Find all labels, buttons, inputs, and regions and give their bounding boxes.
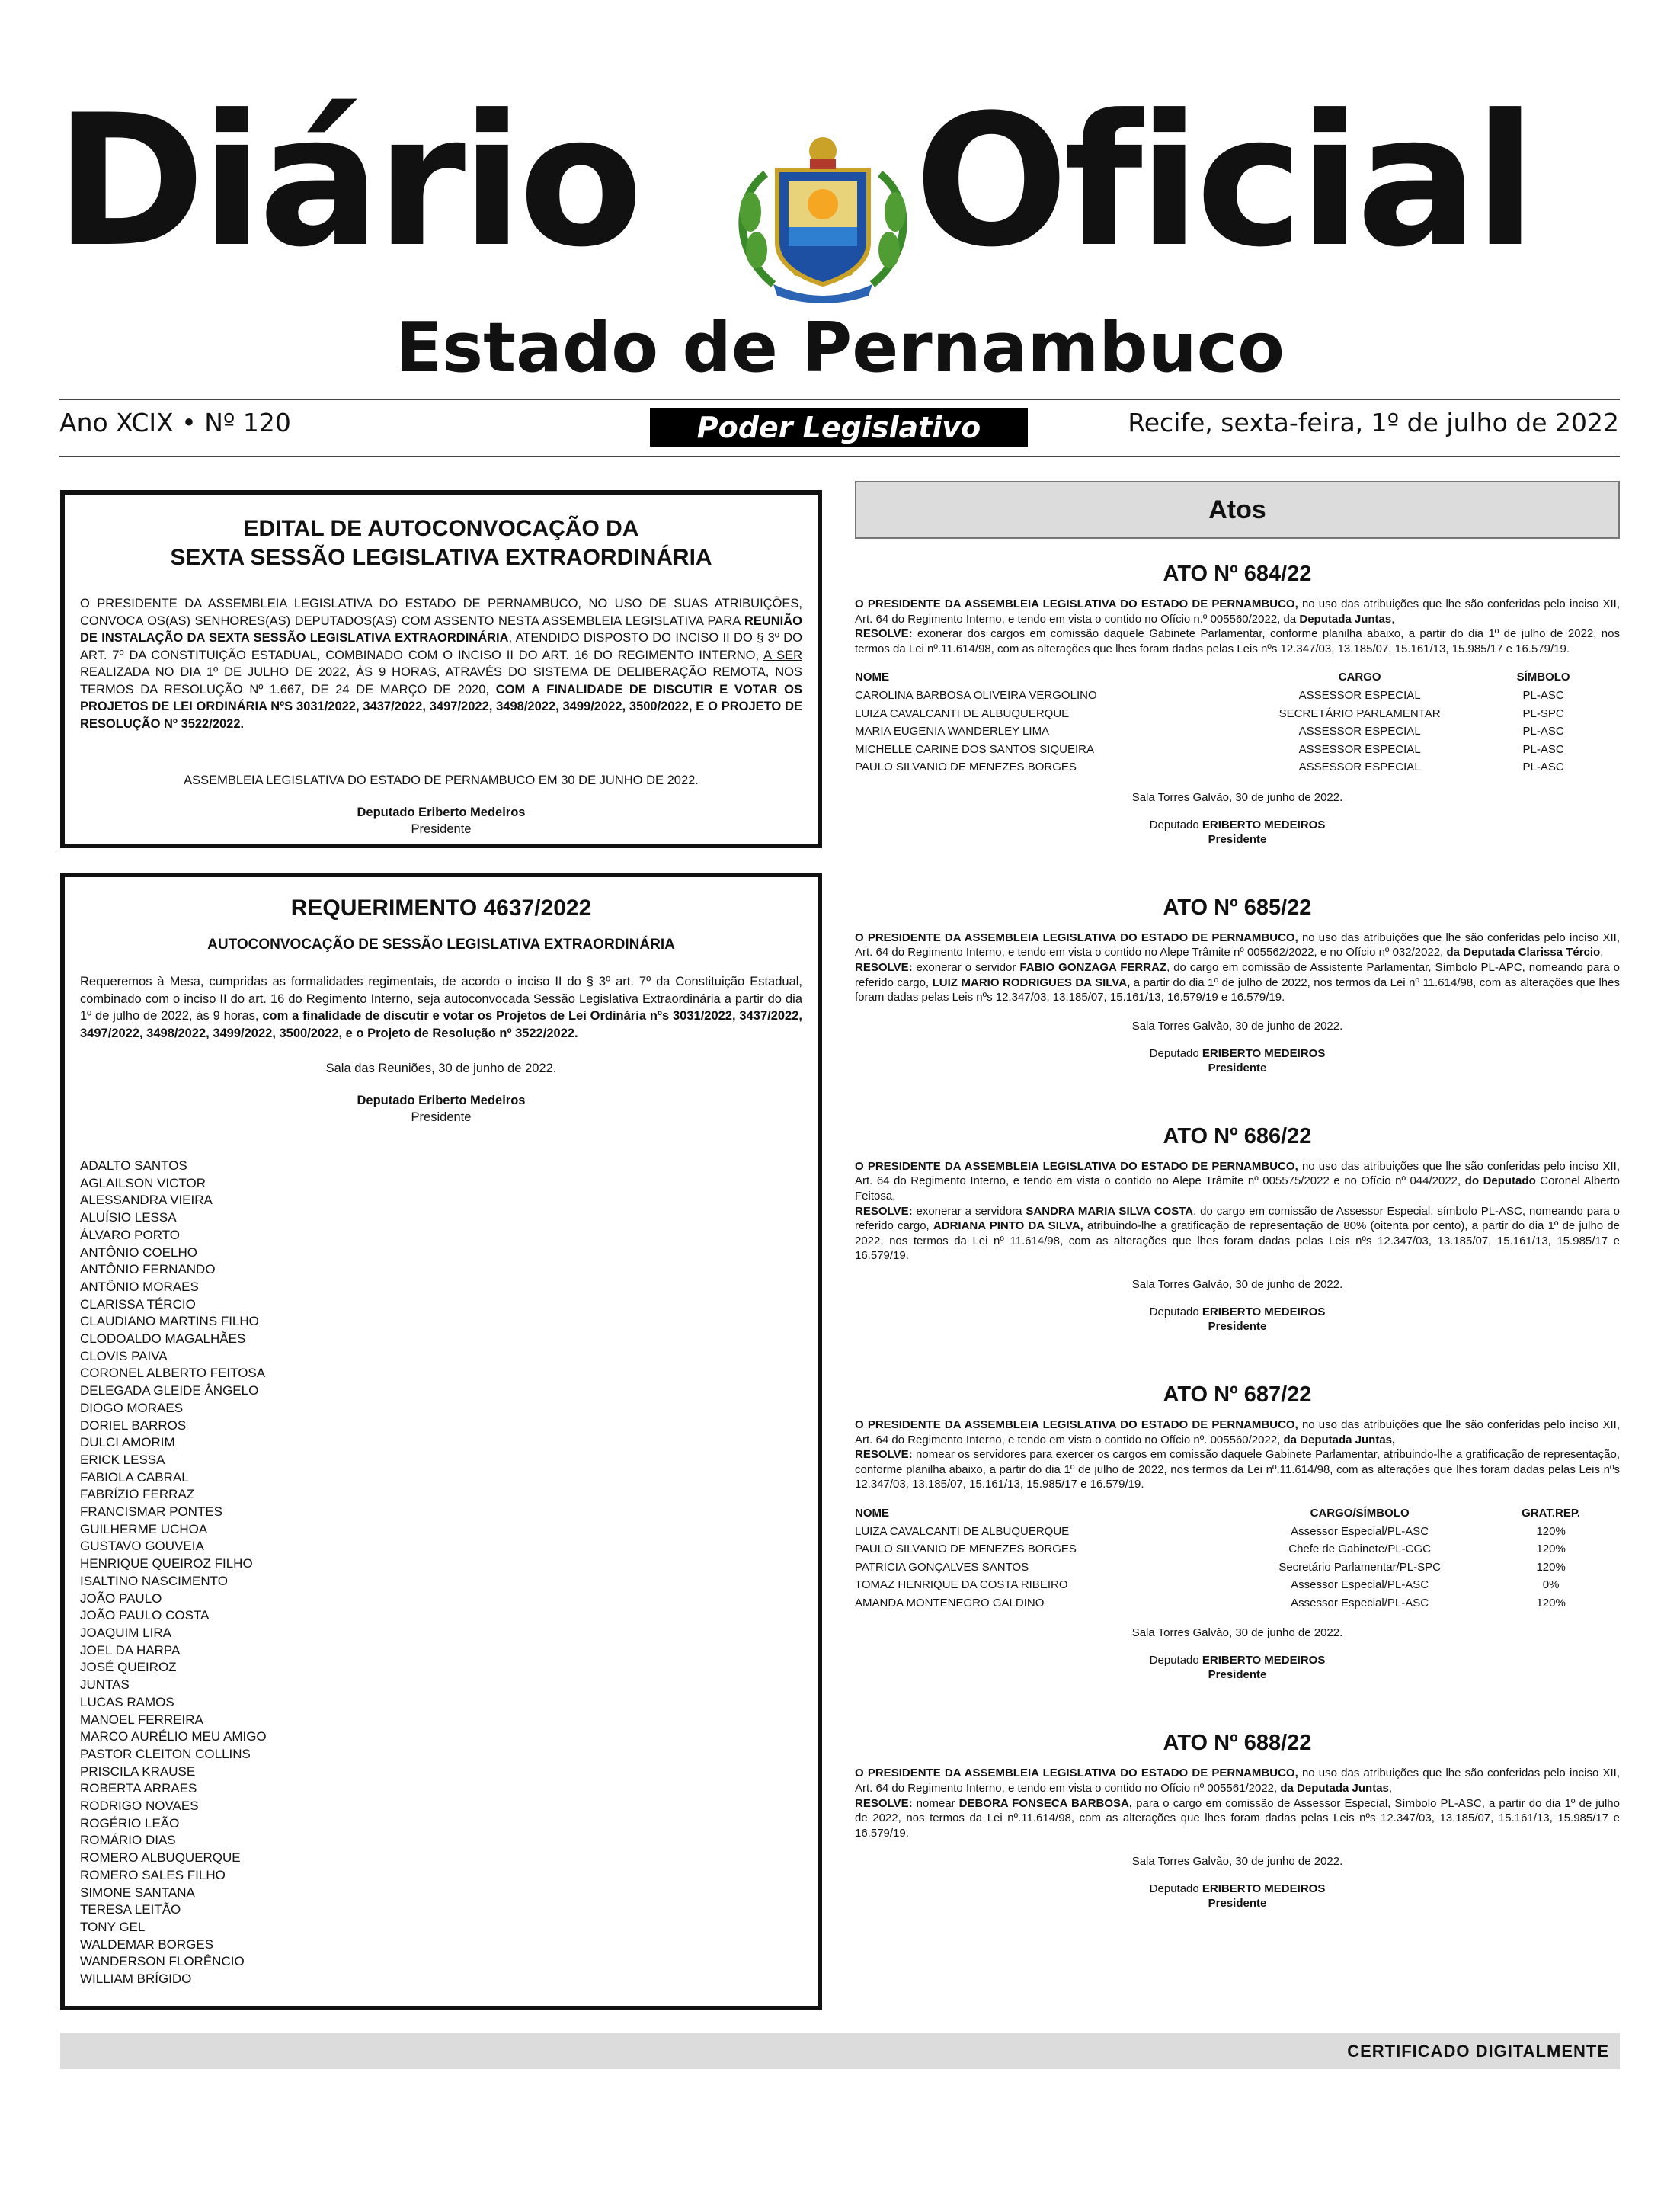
table-header: CARGO — [1338, 671, 1381, 684]
ato-signer: ERIBERTO MEDEIROS — [1202, 818, 1326, 831]
deputy-name: PRISCILA KRAUSE — [80, 1763, 196, 1779]
table-cell: Secretário Parlamentar/PL-SPC — [1278, 1560, 1441, 1574]
requerimento-place: Sala das Reuniões, 30 de junho de 2022. — [325, 1062, 557, 1075]
ato-place: Sala Torres Galvão, 30 de junho de 2022. — [1131, 1855, 1343, 1869]
table-row — [855, 741, 1620, 759]
ato-signature — [855, 1046, 1620, 1075]
ato-text-2: Coronel Alberto Feitosa, — [855, 1174, 1621, 1203]
table-cell: MICHELLE CARINE DOS SANTOS SIQUEIRA — [855, 742, 1094, 756]
ato-signature — [855, 1882, 1620, 1911]
requerimento-subtitle: AUTOCONVOCAÇÃO DE SESSÃO LEGISLATIVA EXTRAORDINÁRIA — [207, 937, 675, 953]
ato-issuer: O PRESIDENTE DA ASSEMBLEIA LEGISLATIVA DO ESTADO DE PERNAMBUCO, — [855, 597, 1298, 610]
deputy-name: CLAUDIANO MARTINS FILHO — [80, 1314, 259, 1329]
ato-deputy: do Deputado — [1464, 1174, 1536, 1188]
edital-place: ASSEMBLEIA LEGISLATIVA DO ESTADO DE PERNAMBUCO EM 30 DE JUNHO DE 2022. — [184, 774, 699, 787]
requerimento-signer: Deputado Eriberto Medeiros — [357, 1094, 526, 1107]
ato-text-3: exonerar dos cargos em comissão daquele Gabinete Parlamentar, conforme planilha abaixo, a partir do dia 1º de julho de 2022, nos termos da Lei nº.11.614/98, com as alterações que lhes foram dadas pelas Leis nºs 12.347/03, 13.185/07, 15.161/13, 15.985/17 e 16.579/19. — [855, 627, 1620, 655]
requerimento-role: Presidente — [411, 1110, 472, 1124]
ato-issuer: O PRESIDENTE DA ASSEMBLEIA LEGISLATIVA DO ESTADO DE PERNAMBUCO, — [855, 931, 1298, 944]
deputy-name: DIOGO MORAES — [80, 1400, 184, 1415]
ato-role: Presidente — [1208, 1061, 1267, 1075]
requerimento-text-bold: com a finalidade de discutir e votar os Projetos de Lei Ordinária nºs 3031/2022, 3437/2022, 3497/2022, 3498/2022, 3499/2022, 3500/2022, e o Projeto de Resolução nº 3522/2022. — [80, 1009, 802, 1040]
ato-place: Sala Torres Galvão, 30 de junho de 2022. — [1131, 1626, 1343, 1640]
table-cell: Chefe de Gabinete/PL-CGC — [1288, 1542, 1432, 1556]
ato-place: Sala Torres Galvão, 30 de junho de 2022. — [1131, 790, 1343, 804]
deputy-name: GUSTAVO GOUVEIA — [80, 1539, 204, 1554]
requerimento-text: Requeremos à Mesa, cumpridas as formalidades regimentais, de acordo o inciso II do § 3º art. 7º da Constituição Estadual, combinado com o inciso II do art. 16 do Regimento Interno, seja autoconvocada Sessão Legislativa Extraordinária a partir do dia 1º de julho de 2022, às 9 horas, — [80, 975, 802, 1023]
deputy-name: ANTÔNIO COELHO — [80, 1244, 197, 1260]
deputy-name: ANTÔNIO MORAES — [80, 1279, 199, 1294]
deputy-name: LUCAS RAMOS — [80, 1694, 174, 1709]
table-cell: AMANDA MONTENEGRO GALDINO — [855, 1596, 1045, 1610]
pernambuco-coat-of-arms-icon — [720, 128, 926, 307]
ato-signer-prefix: Deputado — [1149, 1305, 1202, 1318]
ato-title: ATO Nº 684/22 — [1163, 562, 1312, 586]
deputy-name: ROMERO ALBUQUERQUE — [80, 1850, 241, 1866]
edital-text-3: , ATRAVÉS DO SISTEMA DE DELIBERAÇÃO REMOTA, NOS TERMOS DA RESOLUÇÃO Nº 1.667, DE 24 DE MARÇO DE 2020, — [80, 665, 802, 697]
ato-person-in: ADRIANA PINTO DA SILVA, — [933, 1219, 1083, 1233]
table-cell: ASSESSOR ESPECIAL — [1298, 742, 1421, 756]
ato-resolve: RESOLVE: — [855, 1448, 913, 1462]
ato-text-1: no uso das atribuições que lhe são conferidas pelo inciso XII, Art. 64 do Regimento Interno, e tendo em vista o contido no Alepe Trâmite nº 005575/2022 e no Ofício nº 044/2022, — [855, 1159, 1620, 1188]
table-cell: 120% — [1536, 1560, 1566, 1574]
issue-date: Recife, sexta-feira, 1º de julho de 2022 — [1128, 408, 1619, 437]
ato-text-5: a partir do dia 1º de julho de 2022, nos termos da Lei nº 11.614/98, com as alterações que lhes foram dadas pelas Leis nºs 12.347/03, 13.185/07, 15.161/13, 16.579/19 e 16.579/19. — [855, 975, 1620, 1004]
edital-title-line2: SEXTA SESSÃO LEGISLATIVA EXTRAORDINÁRIA — [170, 545, 712, 570]
edital-text-2: , ATENDIDO DISPOSTO DO INCISO II DO § 3º DO ART. 7º DA CONSTITUIÇÃO ESTADUAL, COMBINADO COM O INCISO II DO ART. 16 DO REGIMENTO INTERNO, — [80, 631, 802, 662]
ato-signer: ERIBERTO MEDEIROS — [1202, 1654, 1326, 1667]
ato-text-1: no uso das atribuições que lhe são conferidas pelo inciso XII, Art. 64 do Regimento Interno, e tendo em vista o contido no Ofício nº 005561/2022, — [855, 1767, 1620, 1795]
ato-687-table — [855, 1504, 1620, 1613]
ato-signer: ERIBERTO MEDEIROS — [1202, 1046, 1326, 1060]
requerimento-body — [80, 973, 802, 1042]
deputies-list — [80, 1158, 802, 1988]
table-header: NOME — [855, 1506, 889, 1520]
table-cell: 120% — [1536, 1524, 1566, 1538]
deputy-name: FABIOLA CABRAL — [80, 1469, 189, 1485]
deputy-name: JOÃO PAULO COSTA — [80, 1608, 210, 1623]
edital-date-underlined: A SER REALIZADA NO DIA 1º DE JULHO DE 2022, ÀS 9 HORAS — [80, 648, 802, 679]
deputy-name: CLOVIS PAIVA — [80, 1348, 168, 1363]
deputy-name: JOÃO PAULO — [80, 1590, 162, 1606]
deputy-name: AGLAILSON VICTOR — [80, 1175, 206, 1190]
edital-text-1: O PRESIDENTE DA ASSEMBLEIA LEGISLATIVA DO ESTADO DE PERNAMBUCO, NO USO DE SUAS ATRIBUIÇÕES, CONVOCA OS(AS) SENHORES(AS) DEPUTADOS(AS) COM ASSENTO NESTA ASSEMBLEIA LEGISLATIVA PARA — [80, 597, 802, 628]
ato-deputy: da Deputada Clarissa Tércio — [1446, 946, 1601, 959]
ato-text-4: , do cargo em comissão de Assessor Especial, símbolo PL-ASC, nomeando para o referido cargo, — [855, 1204, 1620, 1233]
table-row — [855, 1523, 1620, 1541]
table-cell: SECRETÁRIO PARLAMENTAR — [1278, 706, 1441, 720]
deputy-name: DULCI AMORIM — [80, 1435, 175, 1450]
requerimento-signature — [80, 1092, 802, 1126]
deputy-name: ADALTO SANTOS — [80, 1158, 187, 1173]
ato-title: ATO Nº 687/22 — [1163, 1382, 1312, 1407]
deputy-name: MANOEL FERREIRA — [80, 1712, 203, 1727]
ato-resolve: RESOLVE: — [855, 1796, 913, 1810]
table-cell: 120% — [1536, 1596, 1566, 1610]
deputy-name: WILLIAM BRÍGIDO — [80, 1972, 192, 1987]
table-header: CARGO/SÍMBOLO — [1310, 1506, 1410, 1520]
masthead-title-right: Oficial — [914, 76, 1532, 287]
table-row — [855, 722, 1620, 741]
ato-684 — [855, 560, 1620, 847]
ato-signature — [855, 1653, 1620, 1682]
deputy-name: MARCO AURÉLIO MEU AMIGO — [80, 1729, 267, 1744]
table-cell: ASSESSOR ESPECIAL — [1298, 761, 1421, 774]
edital-text-1-bold: REUNIÃO DE INSTALAÇÃO DA SEXTA SESSÃO LEGISLATIVA EXTRAORDINÁRIA — [80, 613, 802, 645]
ato-text-2: , — [1391, 612, 1395, 626]
ato-title: ATO Nº 688/22 — [1163, 1731, 1312, 1756]
ato-role: Presidente — [1208, 1320, 1267, 1333]
ato-signer: ERIBERTO MEDEIROS — [1202, 1882, 1326, 1896]
ato-text — [855, 931, 1620, 1005]
deputy-name: CORONEL ALBERTO FEITOSA — [80, 1366, 266, 1381]
edital-box — [60, 490, 822, 848]
deputy-name: ROMERO SALES FILHO — [80, 1867, 226, 1882]
edital-body — [80, 595, 802, 732]
table-cell: LUIZA CAVALCANTI DE ALBUQUERQUE — [855, 1524, 1070, 1538]
table-cell: TOMAZ HENRIQUE DA COSTA RIBEIRO — [855, 1578, 1068, 1592]
deputy-name: ISALTINO NASCIMENTO — [80, 1573, 228, 1588]
edital-signature — [80, 804, 802, 838]
deputy-name: ROBERTA ARRAES — [80, 1781, 197, 1796]
edital-signer: Deputado Eriberto Medeiros — [357, 806, 526, 819]
ato-text-3: nomear — [912, 1796, 959, 1810]
deputy-name: ÁLVARO PORTO — [80, 1227, 181, 1242]
table-cell: PL-ASC — [1522, 742, 1564, 756]
ato-text-2: , — [1600, 946, 1604, 959]
table-row — [855, 1558, 1620, 1577]
table-cell: LUIZA CAVALCANTI DE ALBUQUERQUE — [855, 706, 1070, 720]
deputy-name: PASTOR CLEITON COLLINS — [80, 1746, 251, 1761]
edital-text-3-bold: COM A FINALIDADE DE DISCUTIR E VOTAR OS PROJETOS DE LEI ORDINÁRIA NºS 3031/2022, 3437/2022, 3497/2022, 3498/2022, 3499/2022, 3500/2022, E O PROJETO DE RESOLUÇÃO Nº 3522/2022. — [80, 682, 802, 731]
ato-688 — [855, 1729, 1620, 1911]
table-cell: PATRICIA GONÇALVES SANTOS — [855, 1560, 1029, 1574]
ato-issuer: O PRESIDENTE DA ASSEMBLEIA LEGISLATIVA DO ESTADO DE PERNAMBUCO, — [855, 1767, 1298, 1780]
table-header: SÍMBOLO — [1516, 671, 1570, 684]
ato-issuer: O PRESIDENTE DA ASSEMBLEIA LEGISLATIVA DO ESTADO DE PERNAMBUCO, — [855, 1418, 1298, 1431]
table-cell: Assessor Especial/PL-ASC — [1291, 1524, 1429, 1538]
ato-title: ATO Nº 686/22 — [1163, 1123, 1312, 1148]
deputy-name: CLODOALDO MAGALHÃES — [80, 1331, 246, 1347]
ato-text-4: , do cargo em comissão de Assistente Parlamentar, Símbolo PL-APC, nomeando para o referido cargo, — [855, 961, 1621, 989]
deputy-name: DELEGADA GLEIDE ÂNGELO — [80, 1383, 259, 1398]
table-cell: 120% — [1536, 1542, 1566, 1556]
ato-686 — [855, 1123, 1620, 1334]
certified-digitally-label: CERTIFICADO DIGITALMENTE — [1347, 2042, 1609, 2061]
ato-687 — [855, 1381, 1620, 1682]
deputy-name: RODRIGO NOVAES — [80, 1799, 199, 1814]
ato-684-table — [855, 668, 1620, 777]
footer-bar — [60, 2033, 1620, 2069]
ato-text — [855, 1766, 1620, 1840]
ato-resolve: RESOLVE: — [855, 961, 913, 975]
masthead-subtitle: Estado de Pernambuco — [395, 308, 1285, 388]
table-cell: ASSESSOR ESPECIAL — [1298, 725, 1421, 738]
deputy-name: FRANCISMAR PONTES — [80, 1504, 223, 1520]
deputy-name: WALDEMAR BORGES — [80, 1936, 214, 1952]
table-header: NOME — [855, 671, 889, 684]
table-cell: ASSESSOR ESPECIAL — [1298, 689, 1421, 703]
ato-deputy: da Deputada Juntas, — [1283, 1433, 1396, 1446]
deputy-name: GUILHERME UCHOA — [80, 1521, 208, 1536]
masthead-title-left: Diário — [55, 76, 639, 287]
deputy-name: FABRÍZIO FERRAZ — [80, 1487, 195, 1502]
ato-text — [855, 1417, 1620, 1492]
ato-signature — [855, 818, 1620, 847]
ato-text-5: atribuindo-lhe a gratificação de representação de 80% (oitenta por cento), a partir do dia 1º de julho de 2022, nos termos da Lei nº 11.614/98, com as alterações que lhes foram dadas pelas Leis nºs 12.347/03, 13.185/07, 15.161/13, 15.985/17 e 16.579/19. — [855, 1219, 1620, 1263]
top-divider — [59, 399, 1620, 400]
ato-signer-prefix: Deputado — [1149, 818, 1202, 831]
edital-role: Presidente — [411, 822, 472, 836]
deputy-name: ROGÉRIO LEÃO — [80, 1815, 180, 1831]
table-cell: Assessor Especial/PL-ASC — [1291, 1596, 1429, 1610]
table-row — [855, 1540, 1620, 1558]
ato-text-1: no uso das atribuições que lhe são conferidas pelo inciso XII, Art. 64 do Regimento Interno, e tendo em vista o contido no Alepe Trâmite nº 005562/2022, e no Ofício nº 032/2022, — [855, 931, 1620, 959]
ato-issuer: O PRESIDENTE DA ASSEMBLEIA LEGISLATIVA DO ESTADO DE PERNAMBUCO, — [855, 1159, 1298, 1173]
ato-signer: ERIBERTO MEDEIROS — [1202, 1305, 1326, 1318]
ato-place: Sala Torres Galvão, 30 de junho de 2022. — [1131, 1278, 1343, 1291]
deputy-name: ERICK LESSA — [80, 1452, 165, 1467]
deputy-name: TERESA LEITÃO — [80, 1902, 181, 1917]
ato-deputy: da Deputada Juntas — [1280, 1782, 1389, 1795]
deputy-name: CLARISSA TÉRCIO — [80, 1296, 196, 1312]
deputy-name: ANTÔNIO FERNANDO — [80, 1262, 216, 1277]
ato-text-1: no uso das atribuições que lhe são conferidas pelo inciso XII, Art. 64 do Regimento Interno, e tendo em vista o contido no Ofício n.º 005560/2022, da — [855, 597, 1620, 626]
ato-text-4: para o cargo em comissão de Assessor Especial, Símbolo PL-ASC, a partir do dia 1º de julho de 2022, nos termos da Lei nº.11.614/98, com as alterações que lhes foram dadas pelas Leis nºs 12.347/03, 13.185/07, 15.161/13, 15.985/17 e 16.579/19. — [855, 1796, 1620, 1840]
deputy-name: JOEL DA HARPA — [80, 1642, 181, 1658]
table-cell: PL-ASC — [1522, 761, 1564, 774]
deputy-name: ALUÍSIO LESSA — [80, 1210, 177, 1225]
table-cell: MARIA EUGENIA WANDERLEY LIMA — [855, 725, 1050, 738]
ato-role: Presidente — [1208, 1897, 1267, 1911]
ato-signature — [855, 1305, 1620, 1334]
ato-text-3: nomear os servidores para exercer os cargos em comissão daquele Gabinete Parlamentar, atribuindo-lhe a gratificação de representação, conforme planilha abaixo, a partir do dia 1º de julho de 2022, nos termos da Lei nº.11.614/98, com as alterações que lhes foram dadas pelas Leis nºs 12.347/03, 13.185/07, 15.161/13, 15.985/17 e 16.579/19. — [855, 1448, 1620, 1491]
table-cell: PL-ASC — [1522, 689, 1564, 703]
masthead — [0, 0, 1680, 457]
ato-signer-prefix: Deputado — [1149, 1654, 1202, 1667]
ato-text-3: exonerar a servidora — [912, 1204, 1026, 1218]
ato-text-1: no uso das atribuições que lhe são conferidas pelo inciso XII, Art. 64 do Regimento Interno, e tendo em vista o contido no Ofício nº. 005560/2022, — [855, 1418, 1620, 1446]
ato-place: Sala Torres Galvão, 30 de junho de 2022. — [1131, 1019, 1343, 1033]
ato-role: Presidente — [1208, 1668, 1267, 1682]
deputy-name: HENRIQUE QUEIROZ FILHO — [80, 1556, 253, 1571]
ato-title: ATO Nº 685/22 — [1163, 895, 1312, 920]
deputy-name: TONY GEL — [80, 1919, 146, 1934]
ato-person-out: FABIO GONZAGA FERRAZ — [1019, 961, 1167, 975]
table-row — [855, 687, 1620, 705]
table-header: GRAT.REP. — [1522, 1506, 1581, 1520]
ato-person-out: SANDRA MARIA SILVA COSTA — [1026, 1204, 1194, 1218]
table-row — [855, 1594, 1620, 1613]
deputy-name: JUNTAS — [80, 1677, 130, 1693]
deputy-name: JOAQUIM LIRA — [80, 1625, 171, 1640]
table-cell: CAROLINA BARBOSA OLIVEIRA VERGOLINO — [855, 689, 1097, 703]
ato-signer-prefix: Deputado — [1149, 1046, 1202, 1060]
ato-text — [855, 597, 1620, 656]
ato-signer-prefix: Deputado — [1149, 1882, 1202, 1896]
ato-685 — [855, 894, 1620, 1075]
table-cell: PL-ASC — [1522, 725, 1564, 738]
ato-role: Presidente — [1208, 832, 1267, 846]
table-row — [855, 705, 1620, 723]
bottom-divider — [59, 456, 1620, 457]
ato-deputy: Deputada Juntas — [1299, 612, 1392, 626]
deputy-name: SIMONE SANTANA — [80, 1885, 195, 1900]
deputy-name: JOSÉ QUEIROZ — [80, 1660, 177, 1675]
table-row — [855, 758, 1620, 777]
table-cell: PL-SPC — [1522, 706, 1564, 720]
requerimento-title: REQUERIMENTO 4637/2022 — [290, 895, 592, 921]
requerimento-box — [60, 873, 822, 2010]
deputy-name: WANDERSON FLORÊNCIO — [80, 1954, 245, 1969]
issue-number: Ano XCIX • Nº 120 — [59, 408, 291, 437]
edital-title-line1: EDITAL DE AUTOCONVOCAÇÃO DA — [243, 516, 639, 541]
table-cell: PAULO SILVANIO DE MENEZES BORGES — [855, 761, 1077, 774]
deputy-name: ALESSANDRA VIEIRA — [80, 1193, 213, 1208]
deputy-name: DORIEL BARROS — [80, 1417, 187, 1433]
ato-resolve: RESOLVE: — [855, 627, 913, 641]
table-cell: 0% — [1542, 1578, 1560, 1592]
atos-column — [855, 560, 1620, 1911]
ato-text-3: exonerar o servidor — [912, 961, 1020, 975]
ato-text-2: , — [1388, 1782, 1393, 1795]
section-banner: Poder Legislativo — [650, 408, 1028, 447]
table-cell: Assessor Especial/PL-ASC — [1291, 1578, 1429, 1592]
deputy-name: ROMÁRIO DIAS — [80, 1833, 176, 1848]
ato-person-in: LUIZ MARIO RODRIGUES DA SILVA, — [932, 975, 1131, 989]
ato-text — [855, 1159, 1620, 1264]
atos-header: Atos — [855, 481, 1620, 539]
table-cell: PAULO SILVANIO DE MENEZES BORGES — [855, 1542, 1077, 1556]
table-row — [855, 1576, 1620, 1594]
ato-resolve: RESOLVE: — [855, 1204, 913, 1218]
ato-person-in: DEBORA FONSECA BARBOSA, — [958, 1796, 1133, 1810]
